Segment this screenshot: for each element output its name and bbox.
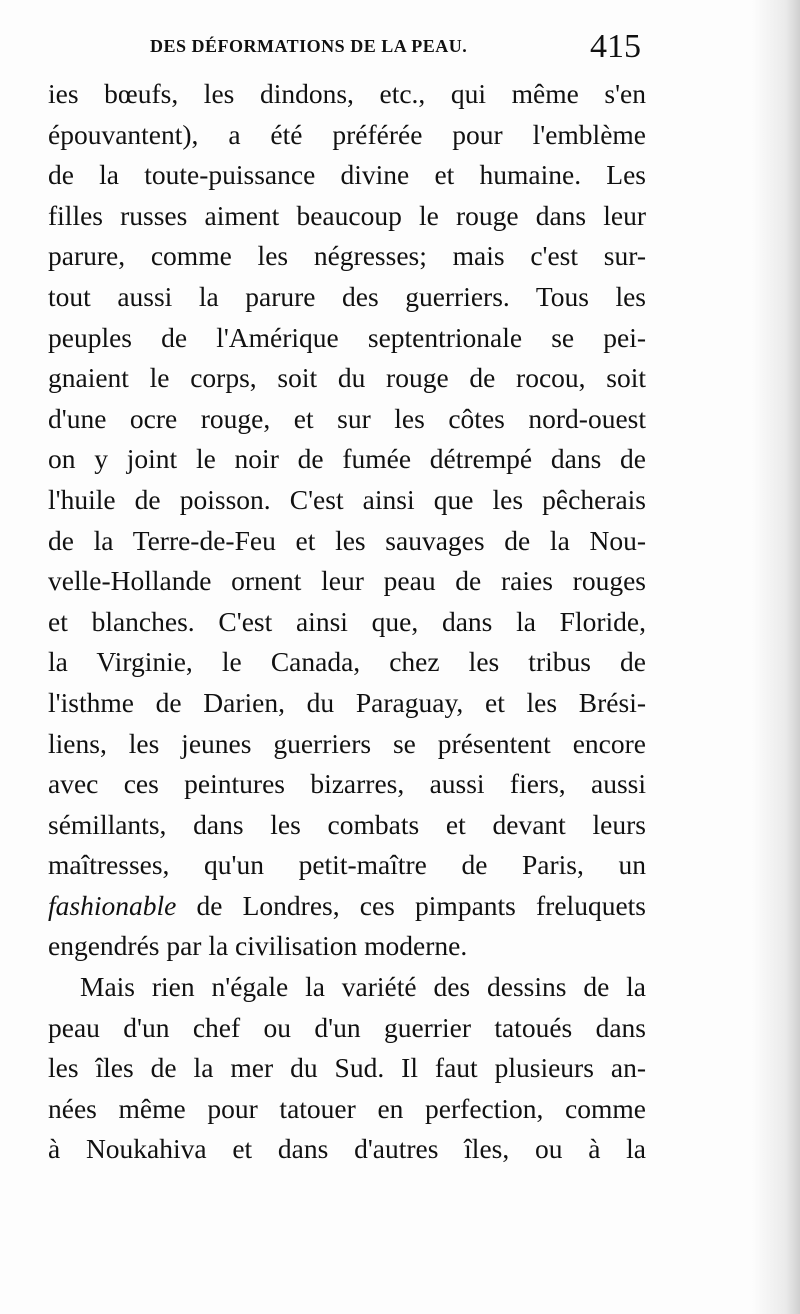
text-line: à Noukahiva et dans d'autres îles, ou à la xyxy=(48,1133,646,1165)
text-run: de Londres, ces pimpants freluquets xyxy=(176,889,646,921)
text-line: d'une ocre rouge, et sur les côtes nord-ouest xyxy=(48,402,646,434)
text-line: on y joint le noir de fumée détrempé dans de xyxy=(48,443,646,475)
page-number: 415 xyxy=(590,28,641,65)
text-line: de la Terre-de-Feu et les sauvages de la Nou- xyxy=(48,524,646,556)
running-title: DES DÉFORMATIONS DE LA PEAU. xyxy=(150,36,468,56)
text-line: l'isthme de Darien, du Paraguay, et les Brési- xyxy=(48,686,646,718)
text-line: maîtresses, qu'un petit-maître de Paris, un xyxy=(48,849,646,881)
text-line: peuples de l'Amérique septentrionale se pei- xyxy=(48,321,646,353)
text-line: filles russes aiment beaucoup le rouge dans leur xyxy=(48,199,646,231)
text-line: et blanches. C'est ainsi que, dans la Floride, xyxy=(48,605,646,637)
body-text xyxy=(48,74,646,1170)
text-line: la Virginie, le Canada, chez les tribus de xyxy=(48,646,646,678)
text-line: tout aussi la parure des guerriers. Tous les xyxy=(48,280,646,312)
text-line-mixed xyxy=(48,886,646,927)
text-line: épouvantent), a été préférée pour l'emblème xyxy=(48,118,646,150)
text-line: avec ces peintures bizarres, aussi fiers, aussi xyxy=(48,768,646,800)
page-edge-shadow xyxy=(752,0,800,1314)
text-line: peau d'un chef ou d'un guerrier tatoués dans xyxy=(48,1011,646,1043)
running-head xyxy=(40,28,660,74)
text-line: parure, comme les négresses; mais c'est sur- xyxy=(48,240,646,272)
text-line: les îles de la mer du Sud. Il faut plusieurs an- xyxy=(48,1052,646,1084)
text-line: de la toute-puissance divine et humaine. Les xyxy=(48,159,646,191)
text-line: l'huile de poisson. C'est ainsi que les pêcherais xyxy=(48,483,646,515)
italic-word: fashionable xyxy=(48,889,177,921)
text-line: sémillants, dans les combats et devant leurs xyxy=(48,808,646,840)
text-line: gnaient le corps, soit du rouge de rocou, soit xyxy=(48,362,646,394)
text-line: velle-Hollande ornent leur peau de raies rouges xyxy=(48,565,646,597)
paragraph-first-line: Mais rien n'égale la variété des dessins de la xyxy=(80,971,646,1003)
text-line: nées même pour tatouer en perfection, comme xyxy=(48,1092,646,1124)
text-line: liens, les jeunes guerriers se présentent encore xyxy=(48,727,646,759)
paragraph-last-line: engendrés par la civilisation moderne. xyxy=(48,930,468,962)
text-line: ies bœufs, les dindons, etc., qui même s'en xyxy=(48,78,646,109)
